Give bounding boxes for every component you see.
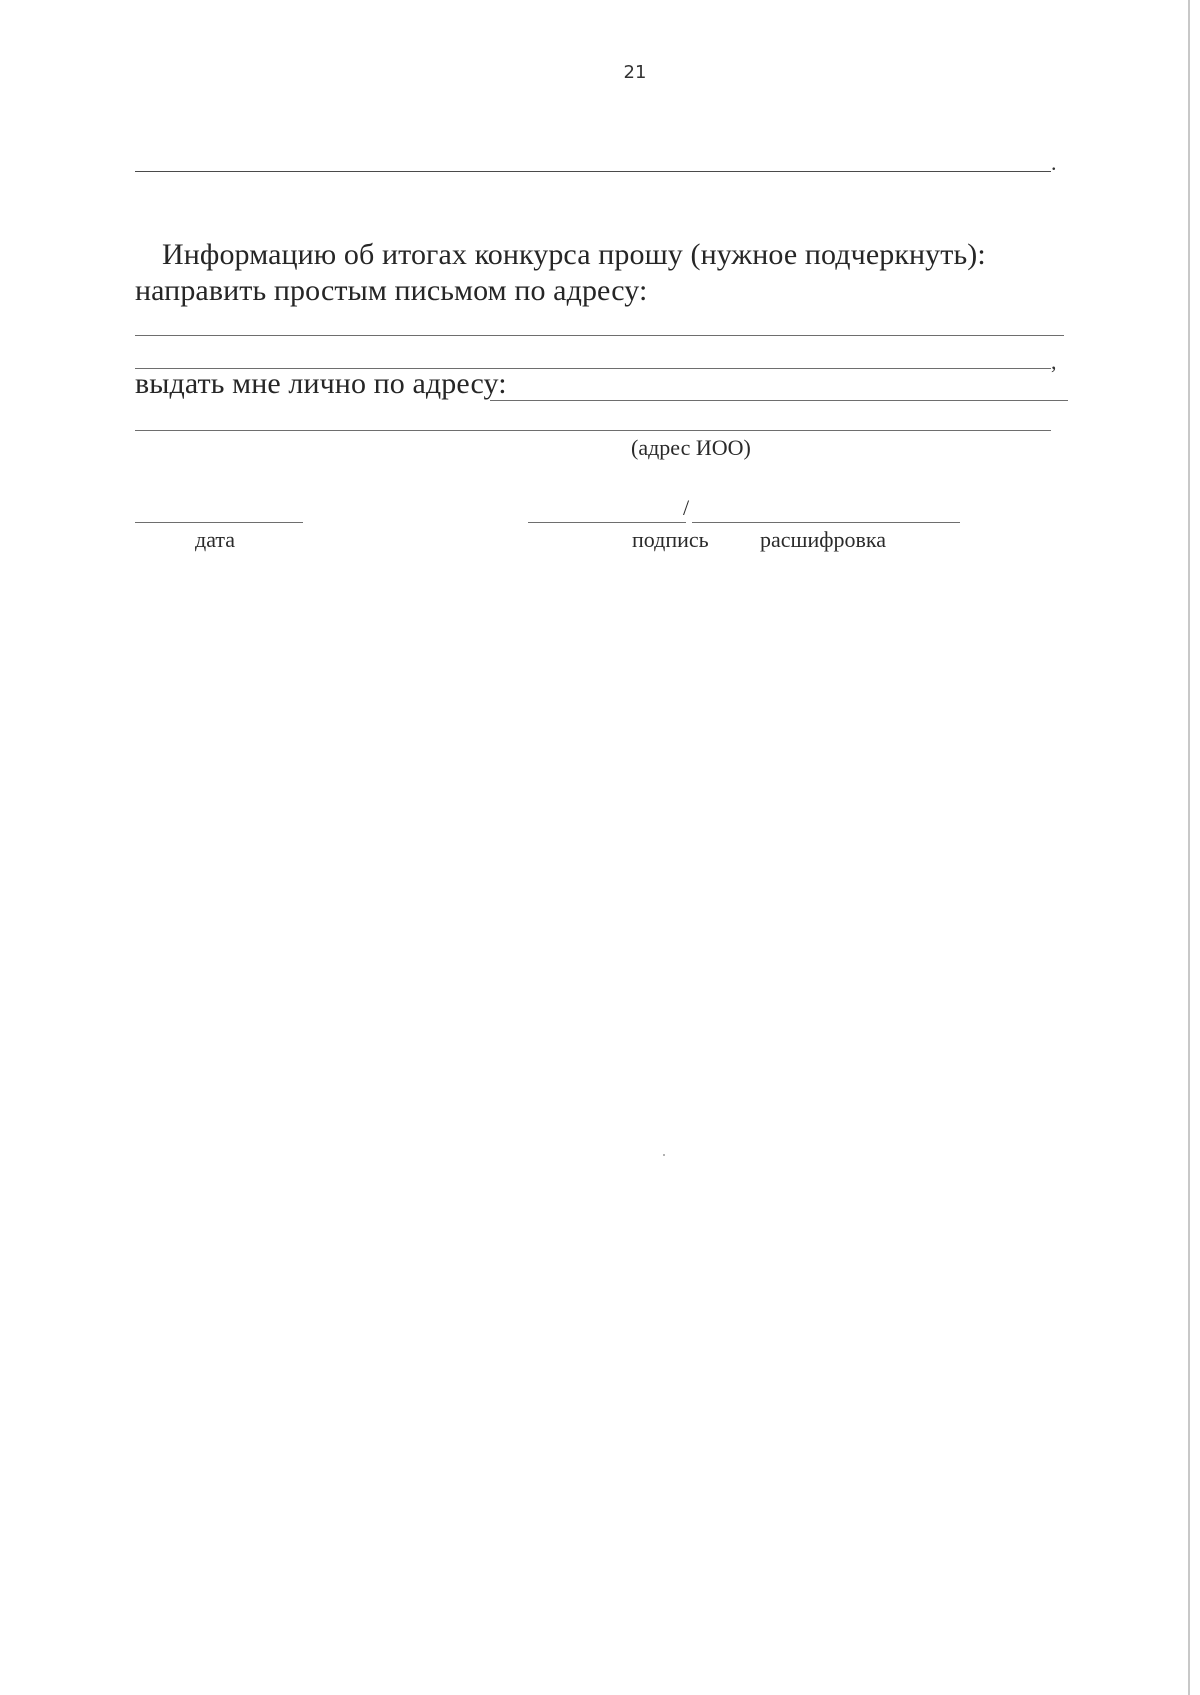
personal-address-line-2 xyxy=(135,430,1051,431)
intro-text: Информацию об итогах конкурса прошу (нужное подчеркнуть): xyxy=(162,238,986,271)
page-edge xyxy=(1188,0,1190,1695)
fill-line-top-period: . xyxy=(1051,150,1057,175)
option-mail-text: направить простым письмом по адресу: xyxy=(135,274,648,307)
signature-label: подпись xyxy=(632,527,709,552)
signature-slash: / xyxy=(683,495,690,520)
page-number: 21 xyxy=(623,62,647,83)
address-caption: (адрес ИОО) xyxy=(631,435,751,460)
decoding-label: расшифровка xyxy=(760,527,887,552)
mail-address-line-1 xyxy=(135,335,1064,336)
decoding-line xyxy=(692,522,960,523)
option-personal-text: выдать мне лично по адресу: xyxy=(135,367,507,400)
mail-address-line-comma: , xyxy=(1051,349,1057,374)
personal-address-line-1 xyxy=(490,400,1068,401)
scan-speck xyxy=(663,1154,665,1156)
signature-line xyxy=(528,522,686,523)
date-label: дата xyxy=(195,527,236,552)
fill-line-top xyxy=(135,171,1051,172)
date-line xyxy=(135,522,303,523)
